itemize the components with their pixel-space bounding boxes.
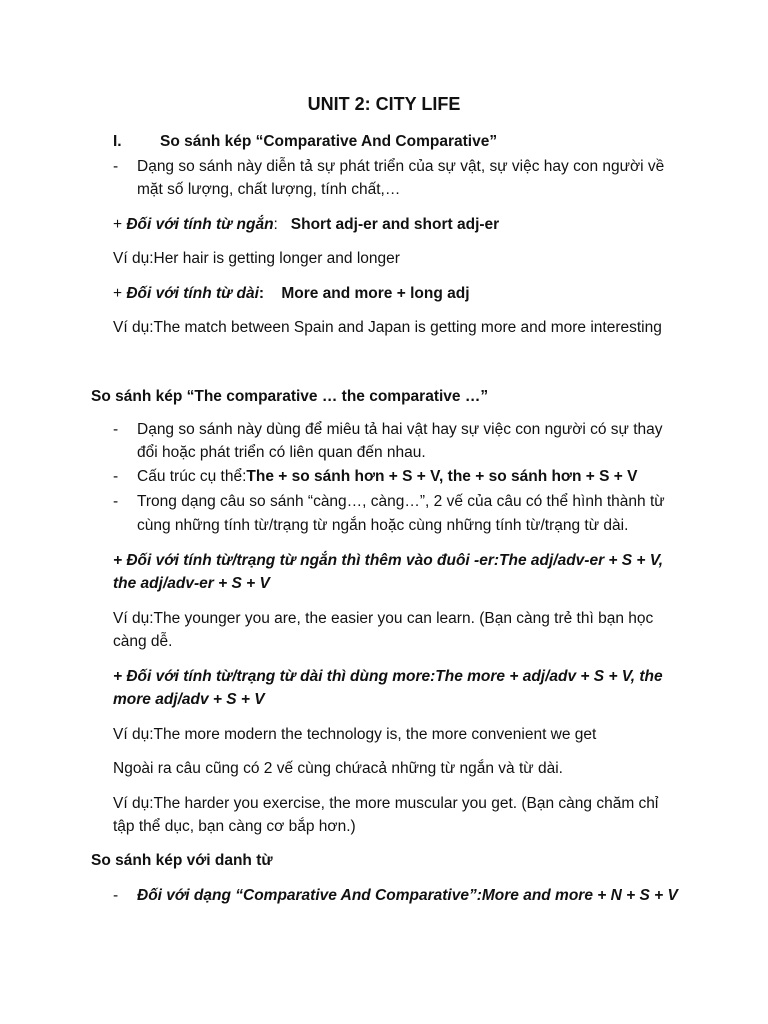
example-line: Ví dụ:The more modern the technology is, the more convenient we get bbox=[113, 726, 597, 743]
section-number: I. bbox=[113, 133, 122, 150]
section-heading: So sánh kép “The comparative … the comparative …” bbox=[91, 388, 489, 405]
example-line: Ví dụ:The younger you are, the easier you can learn. (Bạn càng trẻ thì bạn học bbox=[113, 610, 654, 627]
rule-line-long bbox=[113, 283, 470, 305]
rule-label: Đối với tính từ dài bbox=[126, 285, 259, 302]
rule-line-short bbox=[113, 214, 499, 236]
structure-prefix: Cấu trúc cụ thể: bbox=[137, 468, 247, 485]
paragraph-line: Ngoài ra câu cũng có 2 vế cùng chứacả những từ ngắn và từ dài. bbox=[113, 760, 563, 777]
rule-colon: : bbox=[258, 285, 265, 302]
paragraph-line: Dạng so sánh này diễn tả sự phát triển của sự vật, sự việc hay con người về bbox=[137, 158, 665, 175]
rule-colon: : bbox=[273, 216, 278, 233]
page-title: UNIT 2: CITY LIFE bbox=[307, 94, 461, 114]
rule-formula: Short adj-er and short adj-er bbox=[290, 216, 500, 233]
example-line: Ví dụ:The harder you exercise, the more muscular you get. (Bạn càng chăm chỉ bbox=[113, 795, 659, 812]
rule-line: + Đối với tính từ/trạng từ dài thì dùng more:The more + adj/adv + S + V, the bbox=[113, 668, 663, 685]
rule-prefix: + bbox=[113, 216, 127, 233]
paragraph-line: cùng những tính từ/trạng từ ngắn hoặc cùng những tính từ/trạng từ dài. bbox=[137, 517, 629, 534]
bullet-dash: - bbox=[113, 421, 119, 438]
paragraph-line: Dạng so sánh này dùng để miêu tả hai vật hay sự việc con người có sự thay bbox=[137, 421, 663, 438]
example-line: Ví dụ:Her hair is getting longer and longer bbox=[113, 250, 400, 267]
rule-line: Đối với dạng “Comparative And Comparative”:More and more + N + S + V bbox=[137, 887, 678, 904]
paragraph-line: mặt số lượng, chất lượng, tính chất,… bbox=[137, 181, 401, 198]
example-line: càng dễ. bbox=[113, 633, 173, 650]
rule-prefix: + bbox=[113, 285, 127, 302]
bullet-dash: - bbox=[113, 887, 119, 904]
bullet-dash: - bbox=[113, 158, 119, 175]
section-heading: So sánh kép với danh từ bbox=[91, 852, 273, 869]
example-line: Ví dụ:The match between Spain and Japan is getting more and more interesting bbox=[113, 319, 662, 336]
structure-line bbox=[137, 466, 637, 488]
example-line: tập thể dục, bạn càng cơ bắp hơn.) bbox=[113, 818, 356, 835]
section-heading: So sánh kép “Comparative And Comparative” bbox=[160, 133, 498, 150]
bullet-dash: - bbox=[113, 468, 119, 485]
structure-formula: The + so sánh hơn + S + V, the + so sánh hơn + S + V bbox=[246, 468, 638, 485]
rule-formula: More and more + long adj bbox=[281, 285, 470, 302]
rule-line: more adj/adv + S + V bbox=[113, 691, 265, 708]
rule-line: + Đối với tính từ/trạng từ ngắn thì thêm vào đuôi -er:The adj/adv-er + S + V, bbox=[113, 552, 664, 569]
paragraph-line: đổi hoặc phát triển có liên quan đến nhau. bbox=[137, 444, 426, 461]
bullet-dash: - bbox=[113, 493, 119, 510]
paragraph-line: Trong dạng câu so sánh “càng…, càng…”, 2 vế của câu có thể hình thành từ bbox=[137, 493, 665, 510]
rule-label: Đối với tính từ ngắn bbox=[126, 216, 274, 233]
rule-line: the adj/adv-er + S + V bbox=[113, 575, 270, 592]
